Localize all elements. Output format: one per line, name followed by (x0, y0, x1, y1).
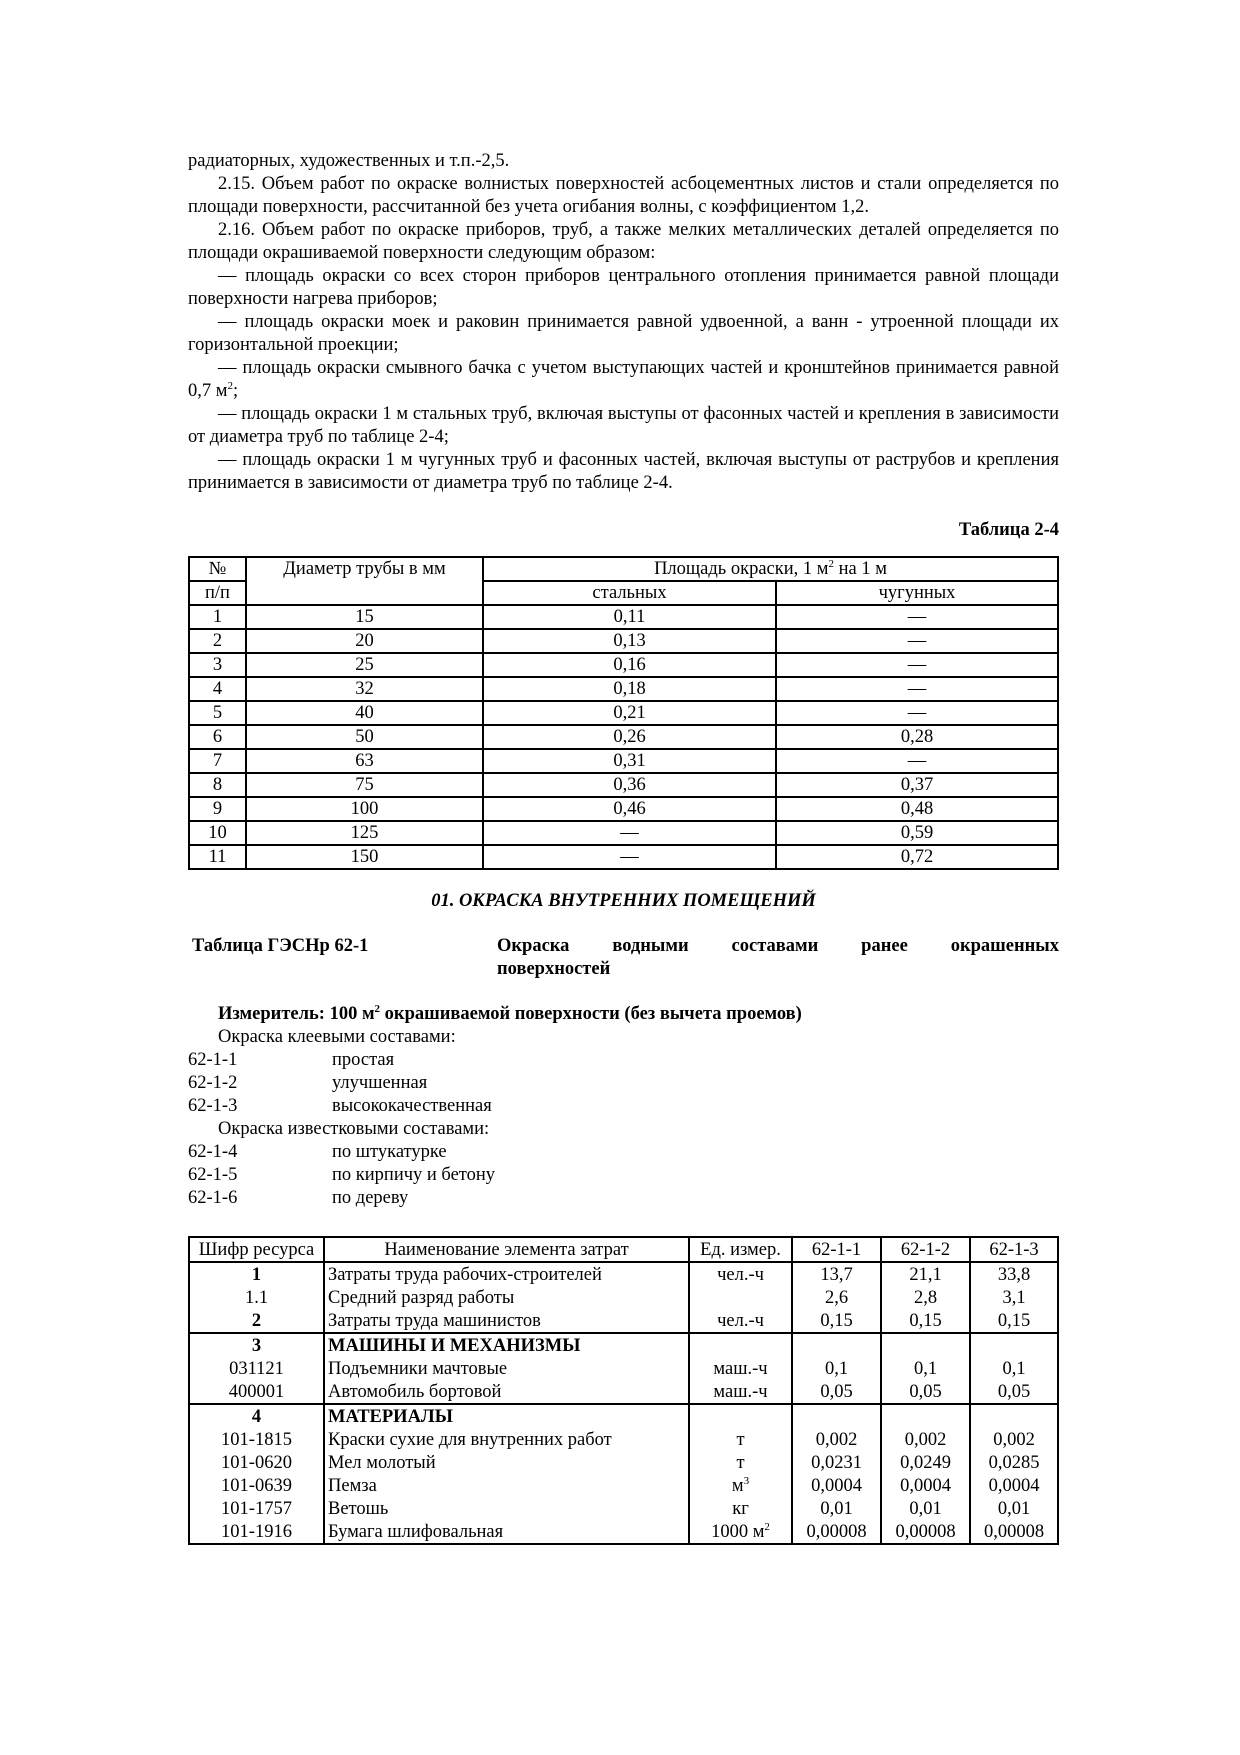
unit-text: т (736, 1452, 745, 1473)
table-cell: 15 (246, 605, 483, 629)
code-list-item (188, 1049, 1059, 1072)
value-62-1-2: 0,002 (881, 1428, 970, 1451)
intro-line: радиаторных, художественных и т.п.-2,5. (188, 151, 510, 171)
resource-code: 2 (189, 1309, 324, 1333)
superscript: 2 (227, 380, 233, 392)
table-cell: 2 (189, 629, 246, 653)
value-62-1-3: 3,1 (970, 1286, 1058, 1309)
value-62-1-2: 0,01 (881, 1497, 970, 1520)
resource-name: Пемза (324, 1474, 689, 1497)
header-number: № (189, 557, 246, 581)
value-62-1-2: 0,0249 (881, 1451, 970, 1474)
resource-name: Затраты труда машинистов (324, 1309, 689, 1333)
measure-end: окрашиваемой поверхности (без вычета проемов) (380, 1004, 802, 1024)
resources-table (188, 1236, 1059, 1545)
unit-text: маш.-ч (713, 1358, 768, 1379)
table-cell: 0,46 (483, 797, 776, 821)
table-cell: 40 (246, 701, 483, 725)
table-cell: — (483, 845, 776, 869)
table-cell: 0,18 (483, 677, 776, 701)
table-row (189, 1357, 1058, 1380)
table-cell: 0,26 (483, 725, 776, 749)
resource-name: МАТЕРИАЛЫ (324, 1404, 689, 1428)
resource-name: Краски сухие для внутренних работ (324, 1428, 689, 1451)
table-row (189, 1451, 1058, 1474)
value-62-1-1: 0,0231 (792, 1451, 881, 1474)
table-cell: 100 (246, 797, 483, 821)
header-col-62-1-1: 62-1-1 (792, 1237, 881, 1262)
header-area-end: на 1 м (833, 559, 887, 579)
table-cell: 32 (246, 677, 483, 701)
table-2-4-caption: Таблица 2-4 (958, 520, 1059, 540)
header-diameter: Диаметр трубы в мм (246, 557, 483, 605)
resource-code: 400001 (189, 1380, 324, 1404)
resource-code: 1 (189, 1262, 324, 1286)
unit-text: 1000 м (711, 1521, 765, 1542)
table-cell: 0,16 (483, 653, 776, 677)
table-row (189, 1309, 1058, 1333)
item-code: 62-1-1 (188, 1050, 238, 1070)
table-row (189, 749, 1058, 773)
gesn-table-title-cont: поверхностей (497, 959, 611, 979)
table-cell: 3 (189, 653, 246, 677)
resource-unit (689, 1380, 792, 1404)
unit-text: кг (732, 1498, 749, 1519)
value-62-1-2: 21,1 (881, 1262, 970, 1286)
paragraph-2-15: 2.15. Объем работ по окраске волнистых поверхностей асбоцементных листов и стали определяется по площади поверхности, рассчитанной без учета огибания волны, с коэффициентом 1,2. (188, 174, 1059, 217)
table-cell: 0,59 (776, 821, 1058, 845)
value-62-1-3: 0,0285 (970, 1451, 1058, 1474)
superscript: 2 (764, 1520, 770, 1533)
resource-code: 3 (189, 1333, 324, 1357)
section-title: 01. ОКРАСКА ВНУТРЕННИХ ПОМЕЩЕНИЙ (431, 891, 816, 911)
item-code: 62-1-3 (188, 1096, 238, 1116)
resources-header-row (189, 1237, 1058, 1262)
table-cell: 0,72 (776, 845, 1058, 869)
resource-unit (689, 1520, 792, 1544)
table-row (189, 605, 1058, 629)
table-cell: 20 (246, 629, 483, 653)
table-cell: 7 (189, 749, 246, 773)
value-62-1-2: 0,00008 (881, 1520, 970, 1544)
table-2-4 (188, 556, 1059, 870)
group-lime-list (188, 1141, 1059, 1210)
table-row (189, 677, 1058, 701)
item-name: по кирпичу и бетону (332, 1165, 496, 1185)
table-cell: 8 (189, 773, 246, 797)
table-cell: 0,11 (483, 605, 776, 629)
resource-name: Бумага шлифовальная (324, 1520, 689, 1544)
code-list-item (188, 1072, 1059, 1095)
resource-unit (689, 1357, 792, 1380)
gesn-table-heading (188, 935, 1059, 981)
value-62-1-3: 0,00008 (970, 1520, 1058, 1544)
value-62-1-1: 0,05 (792, 1380, 881, 1404)
value-62-1-3 (970, 1404, 1058, 1428)
unit-text: м (731, 1475, 744, 1496)
resource-code: 101-0620 (189, 1451, 324, 1474)
table-cell: 11 (189, 845, 246, 869)
resource-unit (689, 1286, 792, 1309)
table-cell: 63 (246, 749, 483, 773)
resource-code: 1.1 (189, 1286, 324, 1309)
table-cell: 0,48 (776, 797, 1058, 821)
table-cell: 150 (246, 845, 483, 869)
table-cell: — (776, 605, 1058, 629)
value-62-1-1: 0,002 (792, 1428, 881, 1451)
bullet-steel-pipes: — площадь окраски 1 м стальных труб, включая выступы от фасонных частей и крепления в зависимости от диаметра труб по таблице 2-4; (188, 404, 1059, 447)
table-row (189, 1497, 1058, 1520)
gesn-table-label: Таблица ГЭСНр 62-1 (192, 936, 369, 956)
header-cast-iron: чугунных (776, 581, 1058, 605)
code-list-item (188, 1095, 1059, 1118)
table-cell: — (776, 701, 1058, 725)
table-row (189, 1520, 1058, 1544)
table-cell: 0,21 (483, 701, 776, 725)
value-62-1-2 (881, 1404, 970, 1428)
resource-name: МАШИНЫ И МЕХАНИЗМЫ (324, 1333, 689, 1357)
table-cell: 1 (189, 605, 246, 629)
unit-text: чел.-ч (717, 1310, 764, 1331)
value-62-1-2: 0,0004 (881, 1474, 970, 1497)
table-cell: 0,31 (483, 749, 776, 773)
header-col-62-1-2: 62-1-2 (881, 1237, 970, 1262)
table-cell: 0,13 (483, 629, 776, 653)
resource-name: Средний разряд работы (324, 1286, 689, 1309)
table-row (189, 701, 1058, 725)
table-cell: 50 (246, 725, 483, 749)
header-steel: стальных (483, 581, 776, 605)
value-62-1-2: 2,8 (881, 1286, 970, 1309)
value-62-1-1 (792, 1333, 881, 1357)
value-62-1-3: 33,8 (970, 1262, 1058, 1286)
value-62-1-3: 0,01 (970, 1497, 1058, 1520)
value-62-1-1: 2,6 (792, 1286, 881, 1309)
resource-code: 4 (189, 1404, 324, 1428)
item-name: улучшенная (332, 1073, 428, 1093)
bullet-devices: — площадь окраски со всех сторон приборов центрального отопления принимается равной площади поверхности нагрева приборов; (188, 266, 1059, 309)
resource-code: 101-1757 (189, 1497, 324, 1520)
table-row (189, 629, 1058, 653)
bullet-tank-end: ; (232, 381, 239, 401)
resource-name: Подъемники мачтовые (324, 1357, 689, 1380)
group-lime-title: Окраска известковыми составами: (218, 1119, 490, 1139)
table-row (189, 773, 1058, 797)
value-62-1-2: 0,05 (881, 1380, 970, 1404)
table-cell: — (776, 749, 1058, 773)
bullet-sinks: — площадь окраски моек и раковин принимается равной удвоенной, а ванн - утроенной площади их горизонтальной проекции; (188, 312, 1059, 355)
document-page (188, 150, 1059, 1545)
header-area-text: Площадь окраски, 1 м (654, 559, 829, 579)
table-cell: — (776, 629, 1058, 653)
resource-code: 101-0639 (189, 1474, 324, 1497)
group-glue-title: Окраска клеевыми составами: (218, 1027, 456, 1047)
table-cell: 0,37 (776, 773, 1058, 797)
item-code: 62-1-4 (188, 1142, 238, 1162)
resource-name: Автомобиль бортовой (324, 1380, 689, 1404)
bullet-cast-pipes: — площадь окраски 1 м чугунных труб и фасонных частей, включая выступы от раструбов и крепления принимается в зависимости от диаметра труб по таблице 2-4. (188, 450, 1059, 493)
table-cell: 6 (189, 725, 246, 749)
value-62-1-2 (881, 1333, 970, 1357)
group-glue-list (188, 1049, 1059, 1118)
resource-code: 101-1815 (189, 1428, 324, 1451)
resource-code: 031121 (189, 1357, 324, 1380)
code-list-item (188, 1141, 1059, 1164)
gesn-table-title: Окраска водными составами ранее окрашенных (497, 936, 1059, 956)
value-62-1-1: 0,15 (792, 1309, 881, 1333)
table-cell: 25 (246, 653, 483, 677)
header-area (483, 557, 1058, 581)
table-row (189, 1404, 1058, 1428)
measure-text: Измеритель: 100 м (218, 1004, 375, 1024)
bullet-tank (188, 357, 1059, 403)
table-row (189, 725, 1058, 749)
item-code: 62-1-6 (188, 1188, 238, 1208)
resource-unit (689, 1474, 792, 1497)
value-62-1-1 (792, 1404, 881, 1428)
table-cell: 0,36 (483, 773, 776, 797)
value-62-1-3: 0,0004 (970, 1474, 1058, 1497)
table-row (189, 797, 1058, 821)
code-list-item (188, 1164, 1059, 1187)
table-row (189, 1286, 1058, 1309)
value-62-1-1: 0,0004 (792, 1474, 881, 1497)
item-name: высококачественная (332, 1096, 492, 1116)
table-cell: 0,28 (776, 725, 1058, 749)
table-row (189, 653, 1058, 677)
resource-name: Затраты труда рабочих-строителей (324, 1262, 689, 1286)
superscript: 3 (743, 1474, 750, 1487)
resource-unit (689, 1428, 792, 1451)
value-62-1-3: 0,1 (970, 1357, 1058, 1380)
resource-unit (689, 1404, 792, 1428)
value-62-1-1: 13,7 (792, 1262, 881, 1286)
table-cell: 75 (246, 773, 483, 797)
unit-text: т (736, 1429, 745, 1450)
item-code: 62-1-2 (188, 1073, 238, 1093)
paragraph-2-16: 2.16. Объем работ по окраске приборов, труб, а также мелких металлических деталей определяется по площади окрашиваемой поверхности следующим образом: (188, 220, 1059, 263)
value-62-1-2: 0,15 (881, 1309, 970, 1333)
header-name: Наименование элемента затрат (324, 1237, 689, 1262)
table-row (189, 821, 1058, 845)
table-row (189, 1474, 1058, 1497)
table-cell: 125 (246, 821, 483, 845)
table-cell: 10 (189, 821, 246, 845)
item-name: простая (332, 1050, 395, 1070)
value-62-1-3 (970, 1333, 1058, 1357)
measure-unit (188, 1003, 1059, 1026)
value-62-1-2: 0,1 (881, 1357, 970, 1380)
value-62-1-3: 0,05 (970, 1380, 1058, 1404)
header-number-pp: п/п (189, 581, 246, 605)
value-62-1-1: 0,1 (792, 1357, 881, 1380)
superscript: 2 (828, 558, 834, 570)
resource-unit (689, 1451, 792, 1474)
header-unit: Ед. измер. (689, 1237, 792, 1262)
table-cell: — (776, 677, 1058, 701)
value-62-1-1: 0,01 (792, 1497, 881, 1520)
resource-code: 101-1916 (189, 1520, 324, 1544)
resource-unit (689, 1333, 792, 1357)
value-62-1-1: 0,00008 (792, 1520, 881, 1544)
value-62-1-3: 0,15 (970, 1309, 1058, 1333)
unit-text: маш.-ч (713, 1381, 768, 1402)
code-list-item (188, 1187, 1059, 1210)
header-col-62-1-3: 62-1-3 (970, 1237, 1058, 1262)
table-cell: — (483, 821, 776, 845)
table-cell: 9 (189, 797, 246, 821)
resource-name: Мел молотый (324, 1451, 689, 1474)
bullet-tank-text: — площадь окраски смывного бачка с учетом выступающих частей и кронштейнов принимается равной 0,7 м (188, 358, 1059, 401)
value-62-1-3: 0,002 (970, 1428, 1058, 1451)
item-name: по дереву (332, 1188, 409, 1208)
table-cell: — (776, 653, 1058, 677)
table-row (189, 1380, 1058, 1404)
resource-name: Ветошь (324, 1497, 689, 1520)
table-row (189, 1333, 1058, 1357)
table-row (189, 845, 1058, 869)
unit-text: чел.-ч (717, 1264, 764, 1285)
resource-unit (689, 1309, 792, 1333)
resource-unit (689, 1497, 792, 1520)
table-row (189, 1428, 1058, 1451)
resource-unit (689, 1262, 792, 1286)
item-name: по штукатурке (332, 1142, 447, 1162)
table-cell: 5 (189, 701, 246, 725)
item-code: 62-1-5 (188, 1165, 238, 1185)
superscript: 2 (374, 1003, 381, 1015)
header-code: Шифр ресурса (189, 1237, 324, 1262)
table-row (189, 1262, 1058, 1286)
table-cell: 4 (189, 677, 246, 701)
